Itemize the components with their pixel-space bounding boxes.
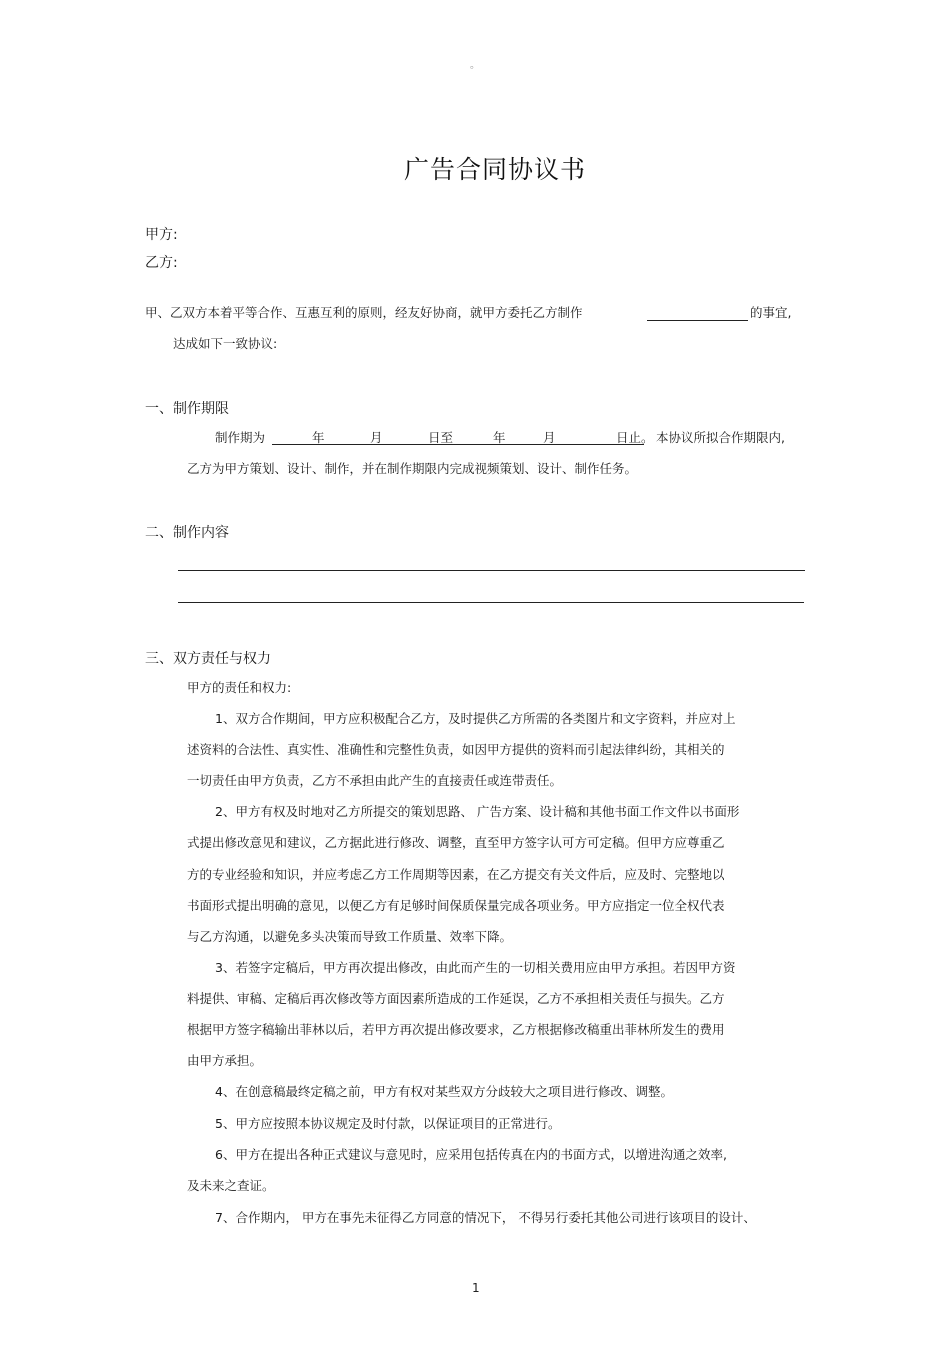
paragraph-line: 2、甲方有权及时地对乙方所提交的策划思路、 广告方案、设计稿和其他书面工作文件以书面形 (215, 804, 740, 819)
paragraph-line: 由甲方承担。 (187, 1053, 263, 1068)
paragraph-line: 及未来之查证。 (187, 1178, 275, 1193)
section-1-heading: 一、制作期限 (145, 401, 229, 417)
paragraph-line: 7、合作期内， 甲方在事先未征得乙方同意的情况下， 不得另行委托其他公司进行该项目的设计、 (215, 1210, 756, 1225)
paragraph-line: 式提出修改意见和建议，乙方据此进行修改、调整，直至甲方签字认可方可定稿。但甲方应尊重乙 (187, 835, 725, 850)
paragraph-line: 5、甲方应按照本协议规定及时付款，以保证项目的正常进行。 (215, 1116, 561, 1131)
intro-blank-line (647, 320, 748, 321)
content-blank-line-1 (178, 570, 805, 571)
paragraph-line: 与乙方沟通，以避免多头决策而导致工作质量、效率下降。 (187, 929, 513, 944)
content-blank-line-2 (178, 602, 804, 603)
header-dot: 。 (470, 60, 480, 71)
page-number: 1 (472, 1281, 480, 1295)
party-a-label: 甲方: (145, 227, 178, 243)
period-month-2: 月 (543, 430, 556, 445)
period-day-to: 日至 (428, 430, 454, 445)
section-3-subheading: 甲方的责任和权力: (187, 680, 292, 695)
intro-line-2: 达成如下一致协议: (173, 336, 278, 351)
period-month-1: 月 (370, 430, 383, 445)
paragraph-line: 1、双方合作期间，甲方应积极配合乙方，及时提供乙方所需的各类图片和文字资料，并应对上 (215, 711, 736, 726)
paragraph-line: 4、在创意稿最终定稿之前，甲方有权对某些双方分歧较大之项目进行修改、调整。 (215, 1084, 673, 1099)
paragraph-line: 料提供、审稿、定稿后再次修改等方面因素所造成的工作延误，乙方不承担相关责任与损失。乙方 (187, 991, 725, 1006)
period-label: 制作期为 (215, 430, 266, 445)
paragraph-line: 一切责任由甲方负责，乙方不承担由此产生的直接责任或连带责任。 (187, 773, 563, 788)
intro-text: 甲、乙双方本着平等合作、互惠互利的原则，经友好协商，就甲方委托乙方制作 (145, 305, 583, 320)
period-year-1: 年 (312, 430, 325, 445)
paragraph-line: 述资料的合法性、真实性、准确性和完整性负责，如因甲方提供的资料而引起法律纠纷，其相关的 (187, 742, 725, 757)
intro-line-1-end: 的事宜, (750, 305, 792, 320)
period-day-end: 日止。 (616, 430, 654, 445)
party-b-label: 乙方: (145, 255, 178, 271)
paragraph-line: 3、若签字定稿后，甲方再次提出修改，由此而产生的一切相关费用应由甲方承担。若因甲方资 (215, 960, 736, 975)
paragraph-line: 方的专业经验和知识，并应考虑乙方工作周期等因素，在乙方提交有关文件后，应及时、完整地以 (187, 867, 725, 882)
section-1-line-2: 乙方为甲方策划、设计、制作，并在制作期限内完成视频策划、设计、制作任务。 (187, 461, 638, 476)
intro-line-1 (145, 303, 583, 321)
page-title: 广告合同协议书 (403, 155, 586, 184)
period-blank-line (272, 444, 644, 445)
period-year-2: 年 (493, 430, 506, 445)
paragraph-line: 6、甲方在提出各种正式建议与意见时，应采用包括传真在内的书面方式，以增进沟通之效率, (215, 1147, 727, 1162)
period-line-rest: 本协议所拟合作期限内, (656, 430, 785, 445)
paragraph-line: 书面形式提出明确的意见，以便乙方有足够时间保质保量完成各项业务。甲方应指定一位全权代表 (187, 898, 725, 913)
paragraph-line: 根据甲方签字稿输出菲林以后，若甲方再次提出修改要求，乙方根据修改稿重出菲林所发生的费用 (187, 1022, 725, 1037)
section-3-heading: 三、双方责任与权力 (145, 651, 271, 667)
section-2-heading: 二、制作内容 (145, 525, 229, 541)
